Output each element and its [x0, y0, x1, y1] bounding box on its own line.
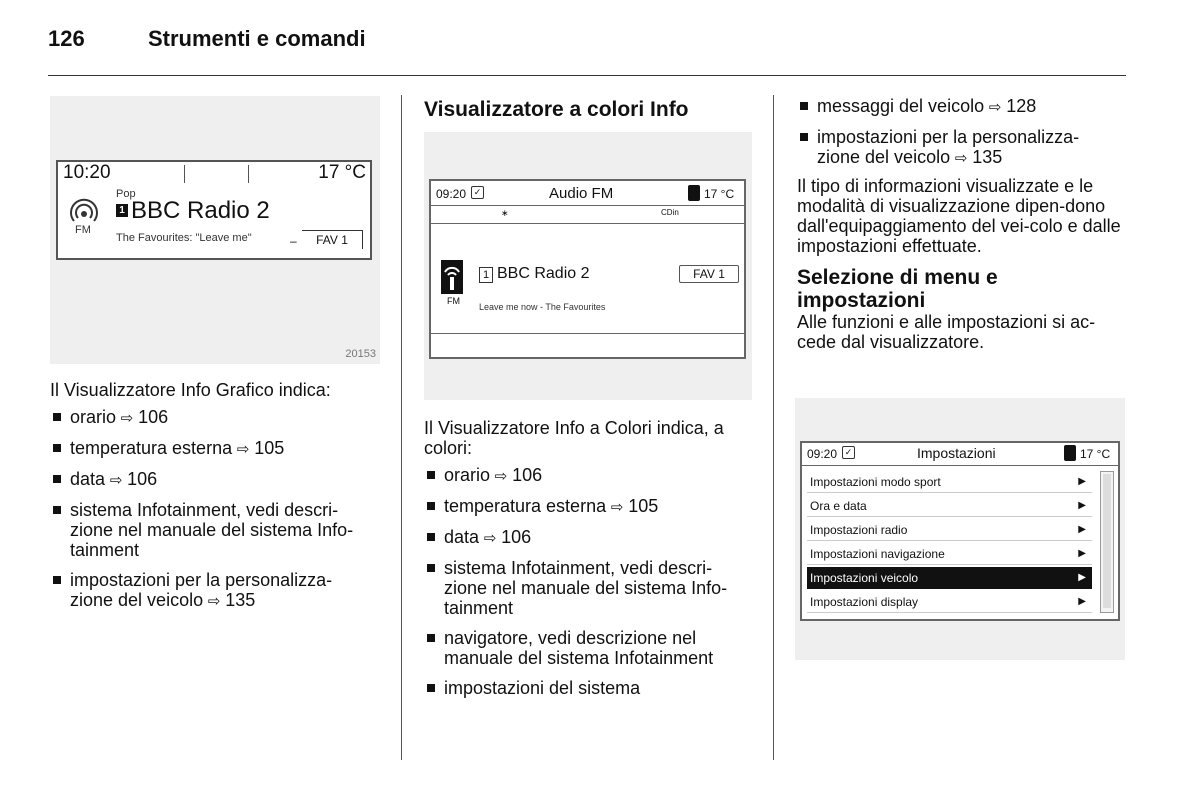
list-item-text: data [70, 469, 106, 489]
chevron-right-icon: ▶ [1078, 572, 1086, 583]
feature-list [424, 465, 759, 698]
list-item-text: orario [70, 407, 117, 427]
outside-temperature: 17 °C [1080, 447, 1111, 461]
band-label: FM [75, 224, 91, 236]
divider [431, 223, 744, 224]
page-ref-arrow-icon: ⇨ [490, 467, 513, 485]
page-ref-arrow-icon: ⇨ [984, 98, 1007, 116]
page-reference[interactable]: 105 [628, 496, 659, 516]
column-1-text [50, 380, 390, 621]
list-item-text: temperatura esterna [70, 438, 233, 458]
divider [431, 333, 744, 334]
band-label: FM [447, 296, 460, 306]
list-item-text: zione del veicolo [817, 147, 951, 167]
chevron-right-icon: ▶ [1078, 500, 1086, 511]
thermometer-icon [1064, 445, 1076, 461]
column-2-text [424, 418, 759, 708]
page-reference[interactable]: 128 [1006, 96, 1037, 116]
page-reference[interactable]: 106 [501, 527, 532, 547]
settings-menu-item-label: Impostazioni veicolo [810, 571, 919, 585]
section-heading: Visualizzatore a colori Info [424, 98, 689, 121]
genre-label: Pop [116, 188, 136, 200]
settings-menu-item-label: Impostazioni display [810, 595, 919, 609]
page-reference[interactable]: 135 [225, 590, 256, 610]
page-ref-arrow-icon: ⇨ [232, 440, 255, 458]
thermometer-icon [688, 185, 700, 201]
clock-check-icon: ✓ [471, 186, 484, 199]
list-item [50, 570, 390, 611]
fav-button: FAV 1 [679, 265, 739, 283]
bluetooth-icon: ∗ [501, 208, 509, 218]
settings-menu-item-label: Impostazioni radio [810, 523, 908, 537]
list-item [797, 127, 1132, 168]
color-info-display-figure [424, 132, 752, 400]
feature-list [50, 407, 390, 611]
cdin-indicator: CDin [661, 208, 679, 217]
settings-menu-item[interactable] [807, 471, 1092, 493]
settings-menu-item-label: Impostazioni navigazione [810, 547, 945, 561]
scrollbar-thumb [1103, 474, 1111, 608]
paragraph: Il tipo di informazioni visualizzate e le modalità di visualizzazione dipen-dono dall'equipaggiamento del vei-colo e dalle impostazioni effettuate. [797, 176, 1121, 256]
fav-dash: – [290, 234, 297, 248]
column-divider [773, 95, 774, 760]
scrollbar [1100, 471, 1114, 613]
list-item-text: sistema Infotainment, vedi descri- [70, 500, 339, 520]
page-reference[interactable]: 105 [254, 438, 285, 458]
clock-time: 10:20 [63, 162, 111, 183]
page-ref-arrow-icon: ⇨ [950, 149, 973, 167]
intro-text: Il Visualizzatore Info Grafico indica: [50, 380, 331, 400]
list-item-text: tainment [444, 598, 514, 618]
page-reference[interactable]: 135 [972, 147, 1003, 167]
list-item-text: navigatore, vedi descrizione nel [444, 628, 697, 648]
settings-menu-item[interactable] [807, 591, 1092, 613]
list-item-text: zione nel manuale del sistema Info- [444, 578, 728, 598]
list-item [424, 628, 759, 668]
page-reference[interactable]: 106 [127, 469, 158, 489]
feature-list [797, 96, 1132, 168]
list-item-text: impostazioni del sistema [444, 678, 641, 698]
radio-signal-icon [67, 198, 101, 226]
settings-menu-item[interactable] [807, 543, 1092, 565]
column-3-text [797, 96, 1132, 352]
list-item-text: zione del veicolo [70, 590, 204, 610]
column-divider [401, 95, 402, 760]
settings-screen [800, 441, 1120, 621]
divider [431, 205, 744, 206]
intro-text: Il Visualizzatore Info a Colori indica, a colori: [424, 418, 724, 458]
list-item-text: zione nel manuale del sistema Info- [70, 520, 354, 540]
list-item [50, 407, 390, 428]
section-heading: Selezione di menu e impostazioni [797, 266, 998, 312]
figure-id: 20153 [345, 348, 376, 360]
list-item [50, 438, 390, 459]
settings-menu-item[interactable] [807, 495, 1092, 517]
station-name: BBC Radio 2 [497, 265, 590, 282]
clock-time: 09:20 [807, 447, 838, 461]
list-item-text: tainment [70, 540, 140, 560]
list-item [50, 500, 390, 560]
page-ref-arrow-icon: ⇨ [105, 471, 128, 489]
divider [184, 165, 185, 183]
list-item-text: impostazioni per la personalizza- [70, 570, 333, 590]
paragraph: Alle funzioni e alle impostazioni si ac-cede dal visualizzatore. [797, 312, 1096, 352]
screen-title: Impostazioni [917, 445, 996, 461]
station-name: BBC Radio 2 [131, 197, 270, 224]
outside-temperature: 17 °C [704, 187, 735, 201]
list-item-text: impostazioni per la personalizza- [817, 127, 1080, 147]
chevron-right-icon: ▶ [1078, 596, 1086, 607]
chevron-right-icon: ▶ [1078, 548, 1086, 559]
page-reference[interactable]: 106 [512, 465, 543, 485]
list-item-text: data [444, 527, 480, 547]
list-item [424, 465, 759, 486]
page-reference[interactable]: 106 [138, 407, 169, 427]
outside-temperature: 17 °C [318, 162, 366, 183]
radiotext: Leave me now - The Favourites [479, 302, 606, 312]
list-item [424, 678, 759, 698]
chevron-right-icon: ▶ [1078, 476, 1086, 487]
preset-badge: 1 [116, 204, 128, 217]
list-item-text: manuale del sistema Infotainment [444, 648, 714, 668]
settings-menu-item[interactable] [807, 567, 1092, 589]
list-item [424, 558, 759, 618]
page-ref-arrow-icon: ⇨ [116, 409, 139, 427]
settings-menu-item-label: Ora e data [810, 499, 867, 513]
page-title: Strumenti e comandi [148, 26, 366, 51]
divider [248, 165, 249, 183]
settings-menu-item[interactable] [807, 519, 1092, 541]
list-item-text: temperatura esterna [444, 496, 607, 516]
list-item [424, 496, 759, 517]
radiotext: The Favourites: "Leave me" [116, 232, 252, 244]
graphic-info-display-figure [50, 96, 380, 364]
page-number: 126 [48, 26, 85, 51]
graphic-display-screen [56, 160, 372, 260]
settings-menu-item-label: Impostazioni modo sport [810, 475, 941, 489]
list-item [50, 469, 390, 490]
header-rule [48, 75, 1126, 76]
radio-signal-icon [441, 260, 463, 294]
chevron-right-icon: ▶ [1078, 524, 1086, 535]
list-item [797, 96, 1132, 117]
page-ref-arrow-icon: ⇨ [203, 592, 226, 610]
page-ref-arrow-icon: ⇨ [606, 498, 629, 516]
clock-check-icon: ✓ [842, 446, 855, 459]
list-item-text: sistema Infotainment, vedi descri- [444, 558, 713, 578]
screen-title: Audio FM [549, 185, 614, 202]
clock-time: 09:20 [436, 187, 467, 201]
page-ref-arrow-icon: ⇨ [479, 529, 502, 547]
preset-badge: 1 [479, 267, 493, 283]
divider [802, 465, 1118, 466]
list-item-text: orario [444, 465, 491, 485]
fav-button: FAV 1 [302, 230, 363, 249]
color-display-screen [429, 179, 746, 359]
list-item-text: messaggi del veicolo [817, 96, 985, 116]
list-item [424, 527, 759, 548]
settings-menu-figure [795, 398, 1125, 660]
